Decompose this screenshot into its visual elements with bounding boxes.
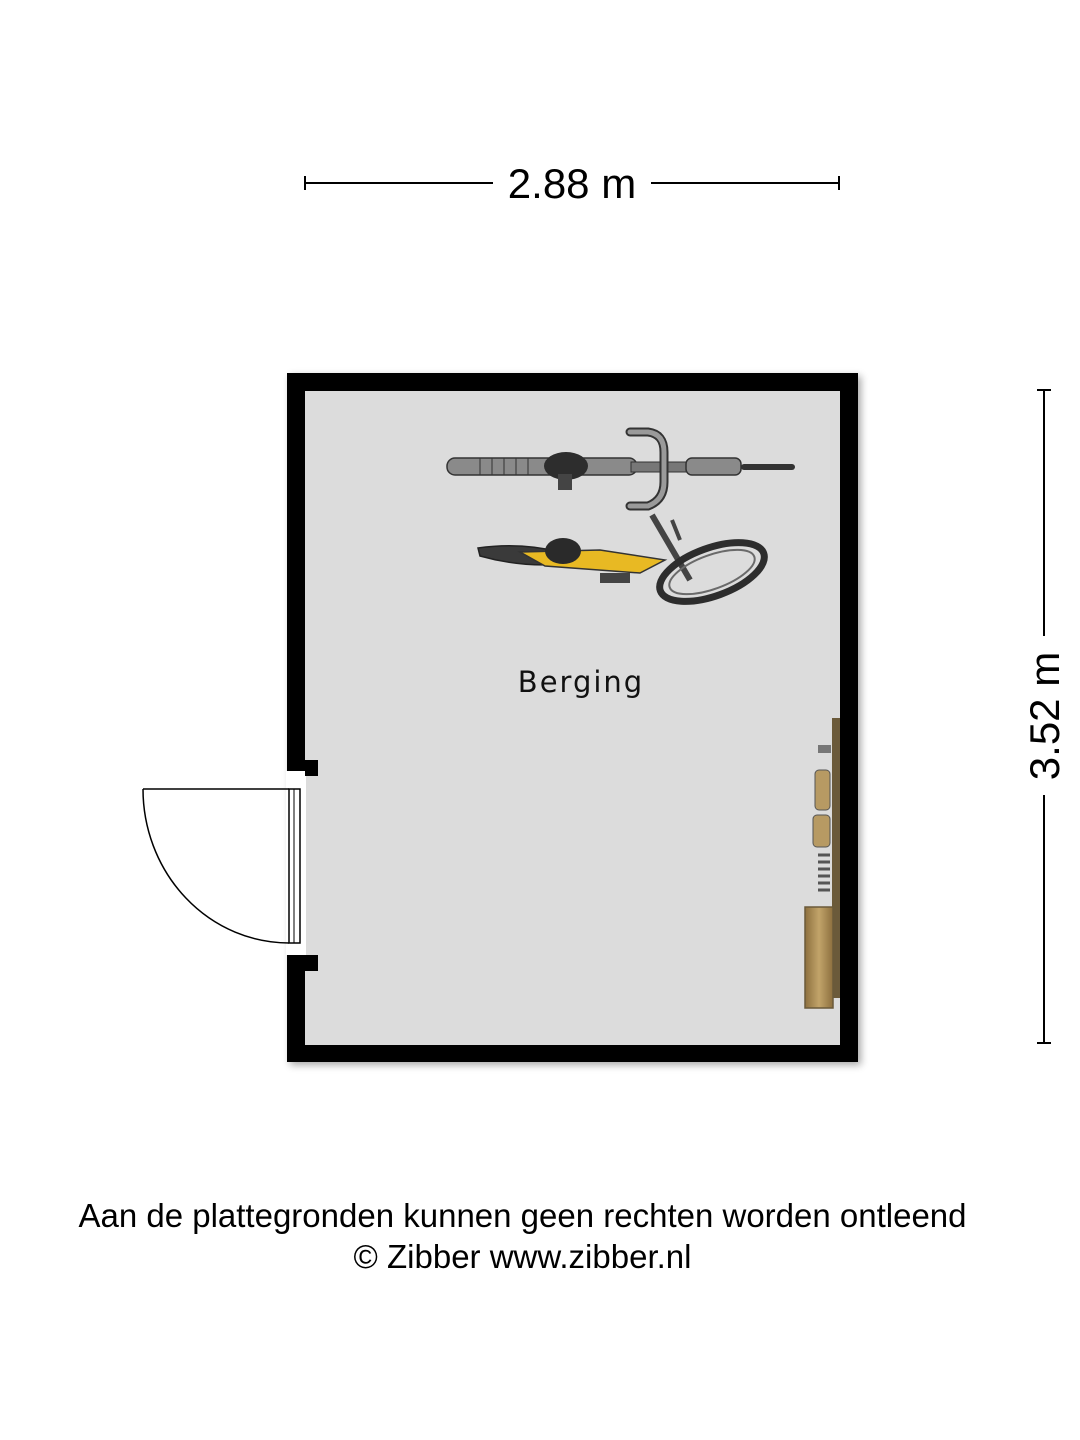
depth-dimension: [1021, 390, 1068, 1043]
depth-label: 3.52 m: [1021, 651, 1068, 781]
width-label: 2.88 m: [507, 160, 637, 207]
door-swing-arc: [143, 789, 289, 943]
door: [143, 760, 318, 971]
room-label: Berging: [517, 665, 645, 699]
disclaimer-text: Aan de plattegronden kunnen geen rechten worden ontleend: [78, 1197, 967, 1234]
copyright-text: © Zibber www.zibber.nl: [353, 1238, 692, 1275]
width-dimension: [305, 160, 839, 207]
room-floor: [295, 381, 850, 1053]
